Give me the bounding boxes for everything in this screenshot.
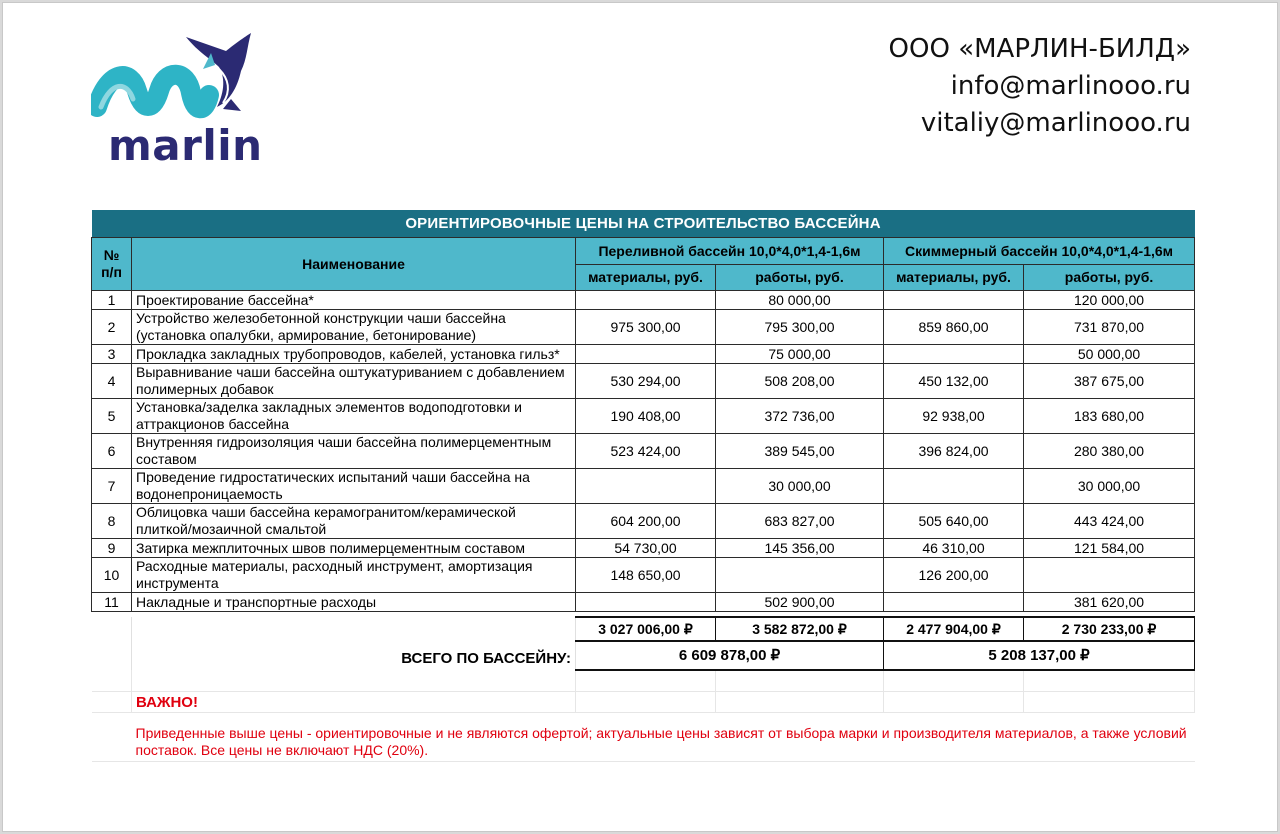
logo-wordmark: marlin [108,121,263,170]
disclaimer-note: Приведенные выше цены - ориентировочные и не являются офертой; актуальные цены зависят от выбора марки и производителя материалов, а также условий поставок. Все цены не включают НДС (20%). [132,713,1195,762]
row-pool1-works: 30 000,00 [716,469,884,504]
pool1-header: Переливной бассейн 10,0*4,0*1,4-1,6м [576,238,884,265]
row-name: Устройство железобетонной конструкции чаши бассейна (установка опалубки, армирование, бетонирование) [132,310,576,345]
total-pool2-materials: 2 477 904,00 ₽ [884,617,1024,641]
row-number: 6 [92,434,132,469]
row-name: Накладные и транспортные расходы [132,593,576,612]
total-pool1-works: 3 582 872,00 ₽ [716,617,884,641]
row-name: Проектирование бассейна* [132,291,576,310]
row-pool1-materials: 604 200,00 [576,504,716,539]
total-pool1-materials: 3 027 006,00 ₽ [576,617,716,641]
row-pool2-materials: 92 938,00 [884,399,1024,434]
table-row [92,558,1195,593]
row-name: Облицовка чаши бассейна керамогранитом/керамической плиткой/мозаичной смальтой [132,504,576,539]
pool2-header: Скиммерный бассейн 10,0*4,0*1,4-1,6м [884,238,1195,265]
row-pool1-materials: 975 300,00 [576,310,716,345]
row-name: Прокладка закладных трубопроводов, кабелей, установка гильз* [132,345,576,364]
row-pool2-materials [884,291,1024,310]
company-name: ООО «МАРЛИН-БИЛД» [888,34,1191,64]
row-pool1-works: 372 736,00 [716,399,884,434]
row-pool2-works: 50 000,00 [1024,345,1195,364]
row-pool2-works: 120 000,00 [1024,291,1195,310]
row-name: Внутренняя гидроизоляция чаши бассейна полимерцементным составом [132,434,576,469]
table-row [92,504,1195,539]
row-pool2-works: 121 584,00 [1024,539,1195,558]
table-row [92,434,1195,469]
table-row [92,345,1195,364]
row-pool2-materials [884,345,1024,364]
row-pool1-works: 80 000,00 [716,291,884,310]
total-pool2-works: 2 730 233,00 ₽ [1024,617,1195,641]
row-pool1-works: 508 208,00 [716,364,884,399]
row-pool2-works: 280 380,00 [1024,434,1195,469]
column-number-header: № п/п [92,238,132,291]
row-pool2-materials [884,593,1024,612]
row-number: 9 [92,539,132,558]
company-email-vitaliy: vitaliy@marlinooo.ru [920,108,1191,138]
row-pool1-works: 795 300,00 [716,310,884,345]
row-pool2-materials: 126 200,00 [884,558,1024,593]
pool2-works-header: работы, руб. [1024,265,1195,291]
row-pool1-works: 389 545,00 [716,434,884,469]
row-number: 10 [92,558,132,593]
row-pool2-works: 387 675,00 [1024,364,1195,399]
row-name: Проведение гидростатических испытаний чаши бассейна на водонепроницаемость [132,469,576,504]
row-number: 8 [92,504,132,539]
row-pool2-materials: 505 640,00 [884,504,1024,539]
row-pool1-materials: 523 424,00 [576,434,716,469]
table-row [92,593,1195,612]
row-pool2-works: 30 000,00 [1024,469,1195,504]
pool2-grand-total: 5 208 137,00 ₽ [884,641,1195,670]
row-pool1-works: 683 827,00 [716,504,884,539]
pool1-materials-header: материалы, руб. [576,265,716,291]
row-pool2-works: 381 620,00 [1024,593,1195,612]
pool1-works-header: работы, руб. [716,265,884,291]
row-pool2-materials: 46 310,00 [884,539,1024,558]
row-pool1-materials: 148 650,00 [576,558,716,593]
row-pool1-works: 145 356,00 [716,539,884,558]
grand-total-label: ВСЕГО ПО БАССЕЙНУ: [132,641,576,670]
row-pool1-works: 502 900,00 [716,593,884,612]
row-pool2-works: 443 424,00 [1024,504,1195,539]
pool1-grand-total: 6 609 878,00 ₽ [576,641,884,670]
document-page [2,2,1278,832]
row-pool1-materials [576,345,716,364]
row-number: 1 [92,291,132,310]
row-name: Установка/заделка закладных элементов водоподготовки и аттракционов бассейна [132,399,576,434]
table-row [92,291,1195,310]
row-pool1-materials: 530 294,00 [576,364,716,399]
row-name: Расходные материалы, расходный инструмент, амортизация инструмента [132,558,576,593]
row-pool2-materials: 450 132,00 [884,364,1024,399]
row-number: 5 [92,399,132,434]
row-pool2-materials: 396 824,00 [884,434,1024,469]
row-name: Выравнивание чаши бассейна оштукатуриванием с добавлением полимерных добавок [132,364,576,399]
row-number: 2 [92,310,132,345]
row-pool1-materials [576,469,716,504]
row-pool2-works: 183 680,00 [1024,399,1195,434]
row-number: 11 [92,593,132,612]
table-title: ОРИЕНТИРОВОЧНЫЕ ЦЕНЫ НА СТРОИТЕЛЬСТВО БАССЕЙНА [92,210,1195,238]
row-pool1-materials: 54 730,00 [576,539,716,558]
table-row [92,399,1195,434]
row-pool2-works [1024,558,1195,593]
pool2-materials-header: материалы, руб. [884,265,1024,291]
row-number: 7 [92,469,132,504]
table-row [92,469,1195,504]
table-row [92,539,1195,558]
table-row [92,364,1195,399]
row-pool1-materials [576,593,716,612]
row-pool2-materials: 859 860,00 [884,310,1024,345]
table-row [92,310,1195,345]
column-name-header: Наименование [132,238,576,291]
row-pool1-works [716,558,884,593]
price-table [91,210,1195,762]
row-number: 3 [92,345,132,364]
company-email-info: info@marlinooo.ru [950,71,1191,101]
row-pool2-works: 731 870,00 [1024,310,1195,345]
row-pool1-materials: 190 408,00 [576,399,716,434]
row-number: 4 [92,364,132,399]
important-label: ВАЖНО! [132,692,576,713]
row-name: Затирка межплиточных швов полимерцементным составом [132,539,576,558]
row-pool1-materials [576,291,716,310]
row-pool2-materials [884,469,1024,504]
row-pool1-works: 75 000,00 [716,345,884,364]
company-contacts [889,31,1191,142]
